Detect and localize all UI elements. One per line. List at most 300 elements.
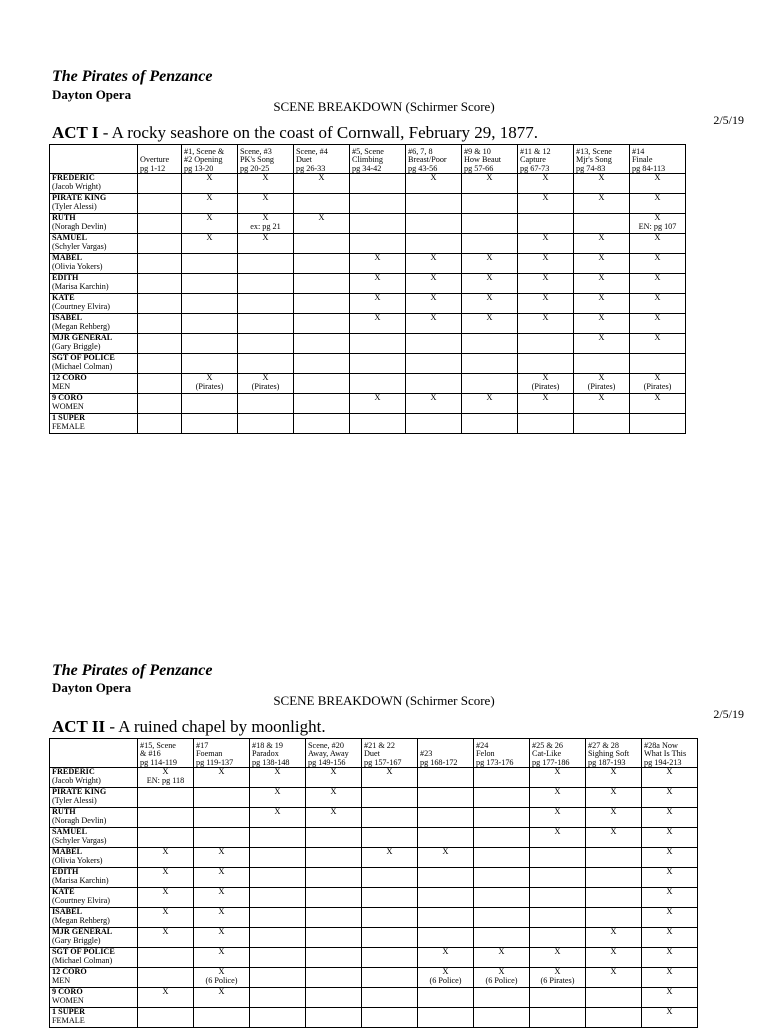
appearance-cell	[306, 988, 362, 1008]
appearance-cell	[530, 888, 586, 908]
appearance-cell: X	[250, 808, 306, 828]
appearance-cell: X	[518, 194, 574, 214]
appearance-cell	[586, 888, 642, 908]
appearance-cell	[250, 988, 306, 1008]
act-label: ACT II	[52, 717, 106, 736]
role-cell	[50, 354, 138, 374]
appearance-cell	[238, 274, 294, 294]
appearance-cell	[362, 948, 418, 968]
table-row	[50, 314, 686, 334]
act-description: - A rocky seashore on the coast of Cornwall, February 29, 1877.	[98, 123, 538, 142]
appearance-cell	[362, 908, 418, 928]
appearance-cell: X	[406, 314, 462, 334]
appearance-cell: X	[250, 768, 306, 788]
appearance-cell: X	[530, 948, 586, 968]
appearance-cell	[574, 414, 630, 434]
appearance-cell	[518, 414, 574, 434]
performer-name: (Courtney Elvira)	[52, 895, 110, 905]
appearance-cell	[294, 254, 350, 274]
appearance-cell: X	[586, 768, 642, 788]
appearance-cell	[586, 848, 642, 868]
performer-name: MEN	[52, 381, 71, 391]
appearance-cell	[462, 334, 518, 354]
table-row	[50, 768, 698, 788]
appearance-cell: X	[294, 174, 350, 194]
scene-header: #11 & 12 Capture pg 67-73	[518, 145, 574, 174]
appearance-cell: X	[586, 948, 642, 968]
performer-name: (Marisa Karchin)	[52, 281, 109, 291]
performer-name: (Tyler Alessi)	[52, 795, 97, 805]
appearance-cell: X	[182, 174, 238, 194]
appearance-cell	[406, 214, 462, 234]
appearance-cell: X	[642, 828, 698, 848]
appearance-cell: X	[194, 928, 250, 948]
company-name: Dayton Opera	[52, 680, 132, 695]
appearance-cell	[238, 314, 294, 334]
appearance-cell	[530, 988, 586, 1008]
role-name: FREDERIC	[52, 173, 95, 182]
appearance-cell	[462, 374, 518, 394]
appearance-cell	[138, 354, 182, 374]
table-row	[50, 868, 698, 888]
scene-header: #9 & 10 How Beaut pg 57-66	[462, 145, 518, 174]
date: 2/5/19	[713, 707, 744, 721]
appearance-cell	[418, 988, 474, 1008]
appearance-cell: X	[406, 174, 462, 194]
appearance-cell: X	[630, 194, 686, 214]
appearance-cell: X EN: pg 107	[630, 214, 686, 234]
appearance-cell: X	[462, 274, 518, 294]
appearance-cell	[294, 334, 350, 354]
appearance-cell	[306, 888, 362, 908]
appearance-cell: X	[474, 948, 530, 968]
appearance-cell: X	[642, 908, 698, 928]
appearance-cell	[350, 194, 406, 214]
appearance-cell	[474, 848, 530, 868]
appearance-cell: X	[406, 394, 462, 414]
appearance-cell	[238, 354, 294, 374]
role-name: ISABEL	[52, 907, 83, 916]
appearance-cell: X	[350, 314, 406, 334]
appearance-cell	[418, 908, 474, 928]
appearance-cell	[138, 828, 194, 848]
appearance-cell: X	[462, 294, 518, 314]
appearance-cell: X	[306, 788, 362, 808]
appearance-cell	[182, 254, 238, 274]
header-row	[50, 145, 686, 174]
role-cell	[50, 274, 138, 294]
appearance-cell: X	[350, 274, 406, 294]
role-cell	[50, 948, 138, 968]
role-cell	[50, 768, 138, 788]
performer-name: (Michael Colman)	[52, 955, 113, 965]
appearance-cell	[194, 808, 250, 828]
appearance-cell	[138, 808, 194, 828]
appearance-cell	[630, 414, 686, 434]
appearance-cell	[138, 174, 182, 194]
subtitle: SCENE BREAKDOWN (Schirmer Score)	[273, 693, 495, 708]
table-row	[50, 214, 686, 234]
role-name: RUTH	[52, 213, 76, 222]
appearance-cell: X ex: pg 21	[238, 214, 294, 234]
appearance-cell	[138, 414, 182, 434]
appearance-cell: X	[586, 788, 642, 808]
appearance-cell	[474, 888, 530, 908]
appearance-cell: X (Pirates)	[630, 374, 686, 394]
appearance-cell: X	[518, 274, 574, 294]
appearance-cell	[418, 828, 474, 848]
appearance-cell	[586, 1008, 642, 1028]
scene-breakdown-table	[49, 144, 686, 434]
appearance-cell	[138, 788, 194, 808]
appearance-cell: X	[586, 968, 642, 988]
appearance-cell: X	[642, 808, 698, 828]
role-name: 9 CORO	[52, 393, 83, 402]
appearance-cell	[238, 334, 294, 354]
appearance-cell: X	[518, 314, 574, 334]
appearance-cell: X	[350, 394, 406, 414]
act-heading	[52, 717, 326, 737]
role-name: MJR GENERAL	[52, 333, 113, 342]
appearance-cell	[574, 214, 630, 234]
scene-header: #13, Scene Mjr's Song pg 74-83	[574, 145, 630, 174]
appearance-cell: X	[630, 394, 686, 414]
appearance-cell: X	[238, 194, 294, 214]
document-title: The Pirates of Penzance	[52, 68, 213, 85]
scene-header: #14 Finale pg 84-113	[630, 145, 686, 174]
appearance-cell: X	[194, 908, 250, 928]
appearance-cell: X	[194, 868, 250, 888]
appearance-cell: X	[138, 848, 194, 868]
appearance-cell	[138, 234, 182, 254]
performer-name: FEMALE	[52, 1015, 85, 1025]
appearance-cell	[138, 274, 182, 294]
appearance-cell: X	[350, 254, 406, 274]
performer-name: WOMEN	[52, 995, 84, 1005]
appearance-cell: X	[574, 254, 630, 274]
scene-header: #21 & 22 Duet pg 157-167	[362, 739, 418, 768]
appearance-cell: X	[630, 234, 686, 254]
table-row	[50, 194, 686, 214]
appearance-cell: X	[642, 988, 698, 1008]
scene-header: #28a Now What Is This pg 194-213	[642, 739, 698, 768]
appearance-cell	[518, 214, 574, 234]
appearance-cell: X	[138, 888, 194, 908]
appearance-cell: X	[574, 274, 630, 294]
appearance-cell	[362, 1008, 418, 1028]
appearance-cell: X	[642, 788, 698, 808]
appearance-cell: X	[518, 294, 574, 314]
corner-cell	[50, 145, 138, 174]
appearance-cell	[250, 848, 306, 868]
appearance-cell	[138, 334, 182, 354]
appearance-cell: X	[642, 888, 698, 908]
appearance-cell	[194, 828, 250, 848]
appearance-cell: X	[406, 254, 462, 274]
appearance-cell	[138, 968, 194, 988]
appearance-cell: X	[462, 174, 518, 194]
role-cell	[50, 928, 138, 948]
appearance-cell	[586, 868, 642, 888]
appearance-cell	[306, 968, 362, 988]
appearance-cell: X (6 Police)	[474, 968, 530, 988]
performer-name: (Olivia Yokers)	[52, 855, 103, 865]
appearance-cell	[406, 414, 462, 434]
table-row	[50, 334, 686, 354]
performer-name: (Tyler Alessi)	[52, 201, 97, 211]
act-label: ACT I	[52, 123, 99, 142]
appearance-cell: X	[530, 828, 586, 848]
appearance-cell	[250, 828, 306, 848]
appearance-cell	[462, 414, 518, 434]
appearance-cell: X	[194, 888, 250, 908]
appearance-cell	[462, 354, 518, 374]
role-cell	[50, 828, 138, 848]
appearance-cell: X (6 Police)	[194, 968, 250, 988]
table-row	[50, 828, 698, 848]
role-name: 12 CORO	[52, 967, 87, 976]
role-name: EDITH	[52, 273, 79, 282]
role-cell	[50, 1008, 138, 1028]
appearance-cell	[250, 1008, 306, 1028]
appearance-cell	[474, 908, 530, 928]
appearance-cell	[294, 354, 350, 374]
scene-header: #23 pg 168-172	[418, 739, 474, 768]
table-row	[50, 948, 698, 968]
table-row	[50, 988, 698, 1008]
role-name: ISABEL	[52, 313, 83, 322]
act-description: - A ruined chapel by moonlight.	[105, 717, 326, 736]
appearance-cell	[250, 948, 306, 968]
appearance-cell: X	[630, 294, 686, 314]
performer-name: (Michael Colman)	[52, 361, 113, 371]
appearance-cell	[350, 414, 406, 434]
appearance-cell	[362, 788, 418, 808]
appearance-cell	[362, 808, 418, 828]
appearance-cell: X	[530, 788, 586, 808]
table-row	[50, 234, 686, 254]
role-name: SGT OF POLICE	[52, 353, 115, 362]
appearance-cell: X	[574, 234, 630, 254]
role-name: MABEL	[52, 847, 83, 856]
role-cell	[50, 334, 138, 354]
role-name: 1 SUPER	[52, 413, 85, 422]
appearance-cell	[362, 828, 418, 848]
scene-breakdown-table	[49, 738, 698, 1028]
appearance-cell: X	[138, 868, 194, 888]
appearance-cell	[418, 808, 474, 828]
scene-header: Scene, #3 PK's Song pg 20-25	[238, 145, 294, 174]
performer-name: (Gary Briggle)	[52, 341, 101, 351]
scene-header: #27 & 28 Sighing Soft pg 187-193	[586, 739, 642, 768]
role-cell	[50, 394, 138, 414]
appearance-cell: X	[574, 194, 630, 214]
appearance-cell: X	[642, 948, 698, 968]
performer-name: (Megan Rehberg)	[52, 321, 110, 331]
appearance-cell	[250, 908, 306, 928]
appearance-cell: X	[574, 394, 630, 414]
appearance-cell: X EN: pg 118	[138, 768, 194, 788]
role-name: MJR GENERAL	[52, 927, 113, 936]
appearance-cell: X	[194, 988, 250, 1008]
appearance-cell	[138, 374, 182, 394]
appearance-cell	[238, 294, 294, 314]
appearance-cell	[306, 828, 362, 848]
table-row	[50, 968, 698, 988]
appearance-cell: X	[238, 234, 294, 254]
appearance-cell: X	[250, 788, 306, 808]
appearance-cell	[138, 254, 182, 274]
appearance-cell	[238, 254, 294, 274]
performer-name: FEMALE	[52, 421, 85, 431]
appearance-cell	[418, 768, 474, 788]
performer-name: (Schyler Vargas)	[52, 835, 107, 845]
appearance-cell: X	[630, 254, 686, 274]
appearance-cell: X	[642, 768, 698, 788]
appearance-cell: X	[362, 848, 418, 868]
appearance-cell	[574, 354, 630, 374]
appearance-cell	[474, 928, 530, 948]
appearance-cell	[138, 214, 182, 234]
appearance-cell	[474, 828, 530, 848]
appearance-cell	[138, 314, 182, 334]
scene-header: #15, Scene & #16 pg 114-119	[138, 739, 194, 768]
appearance-cell: X	[238, 174, 294, 194]
appearance-cell: X	[518, 234, 574, 254]
appearance-cell: X	[530, 768, 586, 788]
appearance-cell	[250, 888, 306, 908]
role-cell	[50, 174, 138, 194]
appearance-cell: X	[642, 848, 698, 868]
appearance-cell	[362, 928, 418, 948]
appearance-cell	[350, 374, 406, 394]
scene-header: Scene, #20 Away, Away pg 149-156	[306, 739, 362, 768]
header-row	[50, 739, 698, 768]
performer-name: (Noragh Devlin)	[52, 815, 107, 825]
date: 2/5/19	[713, 113, 744, 127]
appearance-cell	[182, 354, 238, 374]
performer-name: (Jacob Wright)	[52, 775, 101, 785]
appearance-cell: X	[586, 828, 642, 848]
document-title: The Pirates of Penzance	[52, 662, 213, 679]
appearance-cell	[518, 354, 574, 374]
role-cell	[50, 868, 138, 888]
appearance-cell: X	[418, 848, 474, 868]
corner-cell	[50, 739, 138, 768]
appearance-cell: X	[518, 174, 574, 194]
appearance-cell: X	[630, 274, 686, 294]
appearance-cell	[306, 868, 362, 888]
appearance-cell	[462, 194, 518, 214]
appearance-cell	[294, 394, 350, 414]
appearance-cell: X	[586, 928, 642, 948]
role-cell	[50, 968, 138, 988]
appearance-cell	[194, 788, 250, 808]
appearance-cell: X	[462, 254, 518, 274]
appearance-cell	[586, 988, 642, 1008]
appearance-cell	[530, 868, 586, 888]
appearance-cell: X	[194, 848, 250, 868]
appearance-cell: X (Pirates)	[574, 374, 630, 394]
appearance-cell	[306, 1008, 362, 1028]
appearance-cell	[474, 808, 530, 828]
appearance-cell	[138, 294, 182, 314]
performer-name: (Noragh Devlin)	[52, 221, 107, 231]
appearance-cell	[306, 848, 362, 868]
scene-header: #25 & 26 Cat-Like pg 177-186	[530, 739, 586, 768]
appearance-cell	[138, 194, 182, 214]
appearance-cell	[182, 314, 238, 334]
appearance-cell: X	[642, 928, 698, 948]
role-cell	[50, 194, 138, 214]
appearance-cell	[250, 928, 306, 948]
role-name: PIRATE KING	[52, 193, 107, 202]
table-row	[50, 354, 686, 374]
appearance-cell	[530, 848, 586, 868]
role-name: KATE	[52, 887, 75, 896]
appearance-cell: X	[462, 394, 518, 414]
appearance-cell: X	[406, 294, 462, 314]
appearance-cell	[294, 294, 350, 314]
role-name: SGT OF POLICE	[52, 947, 115, 956]
appearance-cell	[474, 868, 530, 888]
appearance-cell	[306, 908, 362, 928]
role-cell	[50, 314, 138, 334]
performer-name: (Jacob Wright)	[52, 181, 101, 191]
appearance-cell	[182, 294, 238, 314]
appearance-cell	[406, 234, 462, 254]
appearance-cell	[418, 1008, 474, 1028]
scene-header: Overture pg 1-12	[138, 145, 182, 174]
appearance-cell	[350, 174, 406, 194]
table-row	[50, 908, 698, 928]
appearance-cell: X (Pirates)	[518, 374, 574, 394]
appearance-cell: X	[138, 928, 194, 948]
appearance-cell	[362, 868, 418, 888]
performer-name: (Courtney Elvira)	[52, 301, 110, 311]
table-row	[50, 888, 698, 908]
appearance-cell	[530, 908, 586, 928]
company-name: Dayton Opera	[52, 87, 132, 102]
appearance-cell: X	[294, 214, 350, 234]
table-row	[50, 1008, 698, 1028]
appearance-cell	[586, 908, 642, 928]
appearance-cell: X	[518, 254, 574, 274]
role-cell	[50, 414, 138, 434]
role-name: 9 CORO	[52, 987, 83, 996]
appearance-cell: X	[642, 1008, 698, 1028]
appearance-cell	[182, 414, 238, 434]
role-cell	[50, 808, 138, 828]
appearance-cell	[306, 948, 362, 968]
appearance-cell	[518, 334, 574, 354]
table-row	[50, 174, 686, 194]
role-name: MABEL	[52, 253, 83, 262]
appearance-cell	[418, 788, 474, 808]
appearance-cell: X	[182, 234, 238, 254]
appearance-cell	[306, 928, 362, 948]
scene-header: #5, Scene Climbing pg 34-42	[350, 145, 406, 174]
appearance-cell	[182, 394, 238, 414]
appearance-cell	[530, 1008, 586, 1028]
appearance-cell	[630, 354, 686, 374]
appearance-cell	[406, 374, 462, 394]
appearance-cell	[474, 788, 530, 808]
appearance-cell: X	[182, 194, 238, 214]
role-name: RUTH	[52, 807, 76, 816]
subtitle: SCENE BREAKDOWN (Schirmer Score)	[273, 99, 495, 114]
table-row	[50, 808, 698, 828]
